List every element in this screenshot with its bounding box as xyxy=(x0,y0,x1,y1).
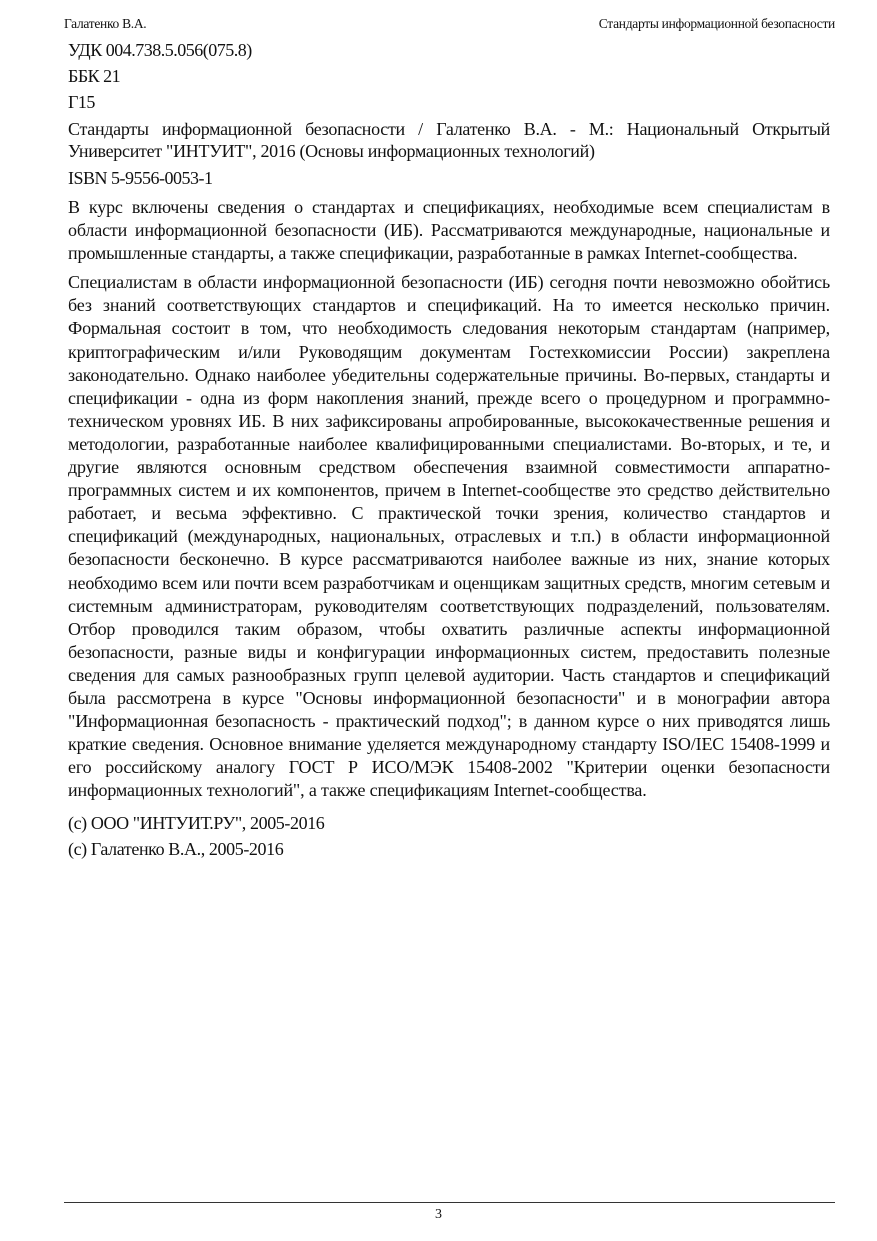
isbn-line: ISBN 5-9556-0053-1 xyxy=(68,168,213,188)
header-author: Галатенко В.А. xyxy=(64,16,147,31)
catalog-code: Г15 xyxy=(68,92,95,112)
bbk-line: ББК 21 xyxy=(68,66,121,86)
course-summary-paragraph: В курс включены сведения о стандартах и спецификациях, необходимые всем специалистам в области информационной безопасности (ИБ). Рассматриваются международные, национальные и промышленные стандарты, а также спецификации, разработанные в рамках Internet-сообщества. xyxy=(68,197,830,264)
copyright-block xyxy=(68,810,830,862)
udk-line: УДК 004.738.5.056(075.8) xyxy=(68,40,252,60)
copyright-author: (c) Галатенко В.А., 2005-2016 xyxy=(68,839,284,860)
bibliographic-citation: Стандарты информационной безопасности / Галатенко В.А. - М.: Национальный Открытый Университет "ИНТУИТ", 2016 (Основы информационных технологий) xyxy=(68,119,830,161)
running-header xyxy=(64,16,835,36)
page-content xyxy=(68,38,830,862)
footer-divider xyxy=(64,1202,835,1203)
page-number: 3 xyxy=(435,1207,442,1222)
course-description-paragraph: Специалистам в области информационной безопасности (ИБ) сегодня почти невозможно обойтись без знаний соответствующих стандартов и спецификаций. На то имеется несколько причин. Формальная состоит в том, что необходимость следования некоторым стандартам (например, криптографическим и/или Руководящим документам Гостехкомиссии России) закреплена законодательно. Однако наиболее убедительны содержательные причины. Во-первых, стандарты и спецификации - одна из форм накопления знаний, прежде всего о процедурном и программно-техническом уровнях ИБ. В них зафиксированы апробированные, высококачественные решения и методологии, разработанные наиболее квалифицированными специалистами. Во-вторых, и те, и другие являются основным средством обеспечения взаимной совместимости аппаратно-программных систем и их компонентов, причем в Internet-сообществе это средство действительно работает, и весьма эффективно. С практической точки зрения, количество стандартов и спецификаций (международных, национальных, отраслевых и т.п.) в области информационной безопасности бесконечно. В курсе рассматриваются наиболее важные из них, знание которых необходимо всем или почти всем разработчикам и оценщикам защитных средств, многим сетевым и системным администраторам, руководителям соответствующих подразделений, пользователям. Отбор проводился таким образом, чтобы охватить различные аспекты информационной безопасности, разные виды и конфигурации информационных систем, предоставить полезные сведения для самых разнообразных групп целевой аудитории. Часть стандартов и спецификаций была рассмотрена в курсе "Основы информационной безопасности" и в монографии автора "Информационная безопасность - практический подход"; в данном курсе о них приводятся лишь краткие сведения. Основное внимание уделяется международному стандарту ISO/IEC 15408-1999 и его российскому аналогу ГОСТ Р ИСО/МЭК 15408-2002 "Критерии оценки безопасности информационных технологий", а также спецификациям Internet-сообщества. xyxy=(68,272,830,801)
header-title: Стандарты информационной безопасности xyxy=(598,16,835,31)
copyright-publisher: (c) ООО "ИНТУИТ.РУ", 2005-2016 xyxy=(68,813,325,834)
